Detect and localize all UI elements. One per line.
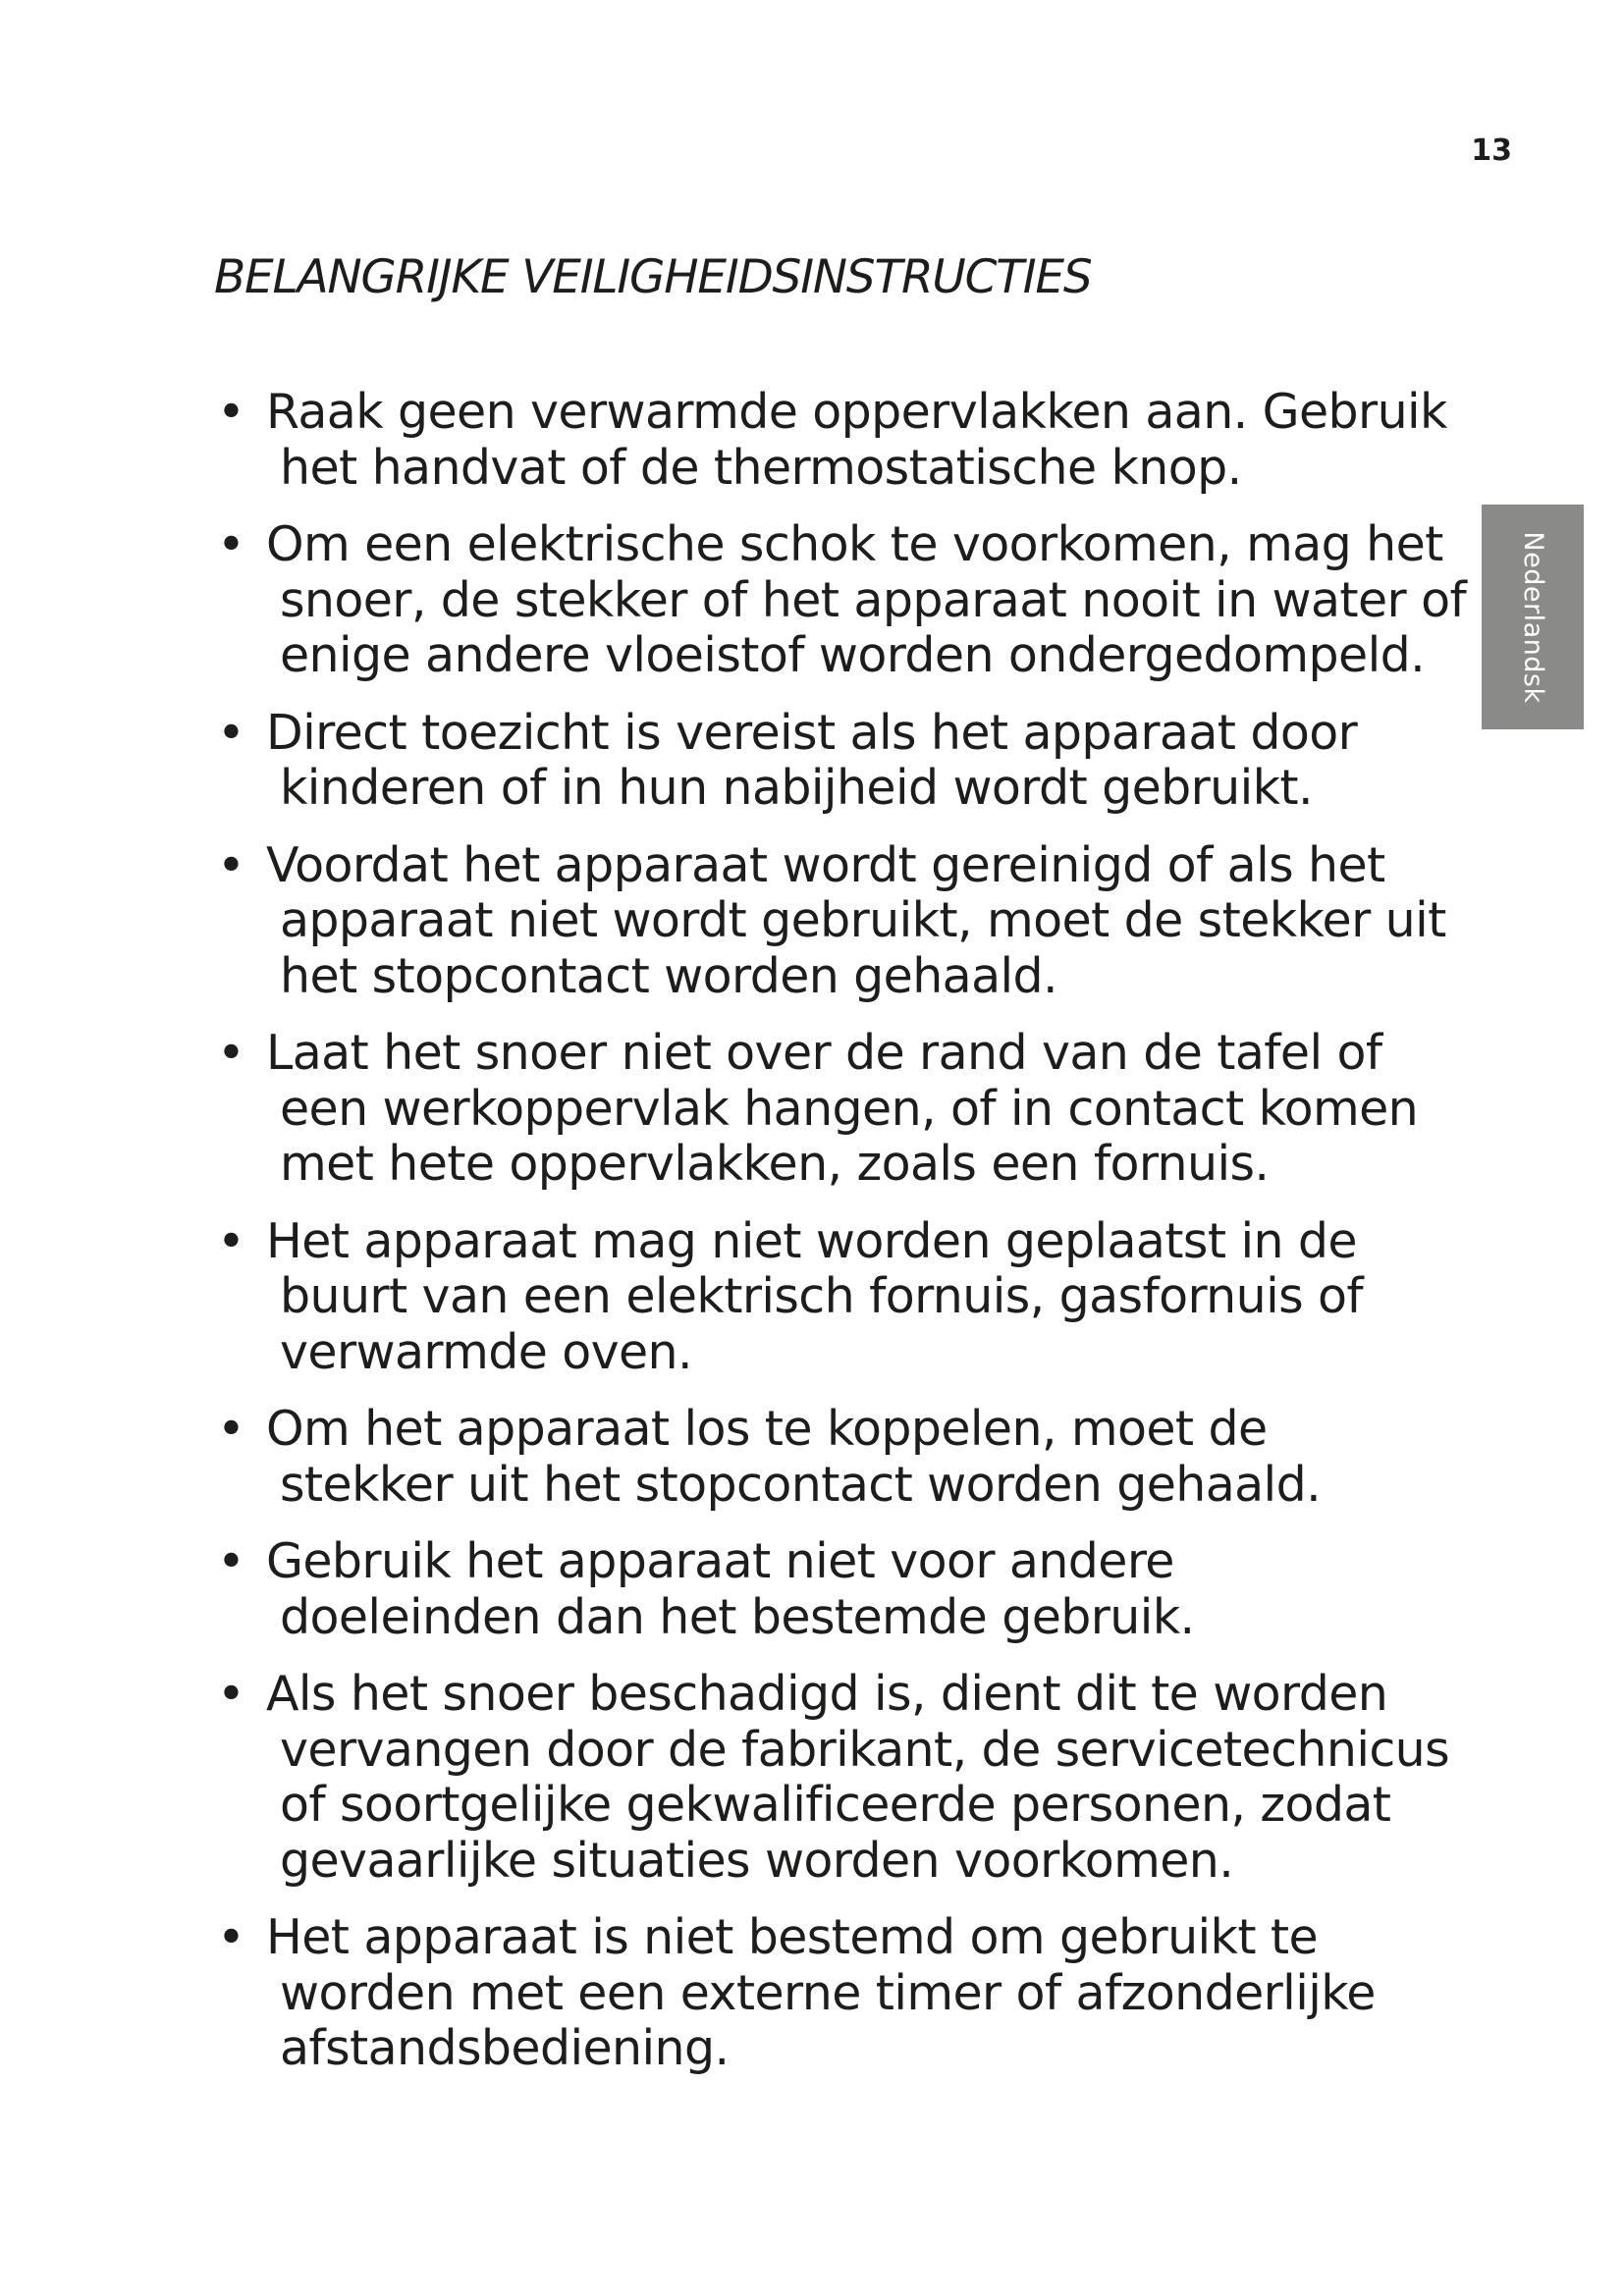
instruction-line: een werkoppervlak hangen, of in contact komen <box>280 1080 1419 1137</box>
instruction-line: Als het snoer beschadigd is, dient dit te worden <box>266 1666 1388 1722</box>
instruction-line: Voordat het apparaat wordt gereinigd of als het <box>266 836 1385 893</box>
instruction-line: Het apparaat is niet bestemd om gebruikt te <box>266 1909 1319 1965</box>
language-tab-label: Nederlandsk <box>1518 530 1548 704</box>
instruction-line: verwarmde oven. <box>280 1323 692 1380</box>
bullet-icon: • <box>217 384 245 440</box>
instruction-line: Direct toezicht is vereist als het apparaat door <box>266 704 1358 761</box>
instruction-line: Om een elektrische schok te voorkomen, mag het <box>266 516 1443 572</box>
instruction-line: Laat het snoer niet over de rand van de tafel of <box>266 1025 1382 1081</box>
language-tab <box>1482 505 1584 729</box>
instruction-item <box>209 385 1486 496</box>
instruction-item <box>209 1214 1486 1381</box>
instruction-item <box>209 838 1486 1005</box>
instruction-line: apparaat niet wordt gebruikt, moet de stekker uit <box>280 892 1446 948</box>
instruction-line: afstandsbediening. <box>280 2020 730 2076</box>
bullet-icon: • <box>217 1212 245 1269</box>
bullet-icon: • <box>217 1533 245 1589</box>
instruction-line: het handvat of de thermostatische knop. <box>280 439 1242 496</box>
bullet-icon: • <box>217 1666 245 1722</box>
instruction-item <box>209 1667 1486 1889</box>
instruction-line: doeleinden dan het bestemde gebruik. <box>280 1588 1195 1645</box>
instruction-line: Het apparaat mag niet worden geplaatst in de <box>266 1212 1357 1269</box>
page-number: 13 <box>1471 133 1512 168</box>
instruction-item <box>209 706 1486 817</box>
instruction-item <box>209 517 1486 684</box>
instruction-item <box>209 1534 1486 1645</box>
bullet-icon: • <box>217 516 245 572</box>
instruction-line: gevaarlijke situaties worden voorkomen. <box>280 1832 1234 1889</box>
instruction-line: Gebruik het apparaat niet voor andere <box>266 1533 1174 1589</box>
instruction-line: worden met een externe timer of afzonderlijke <box>280 1964 1376 2021</box>
instruction-line: enige andere vloeistof worden ondergedompeld. <box>280 627 1426 683</box>
instruction-line: Om het apparaat los te koppelen, moet de <box>266 1401 1268 1457</box>
bullet-icon: • <box>217 1909 245 1965</box>
instruction-item <box>209 1026 1486 1193</box>
bullet-icon: • <box>217 704 245 761</box>
instruction-item <box>209 1910 1486 2077</box>
bullet-icon: • <box>217 1401 245 1457</box>
instruction-line: stekker uit het stopcontact worden gehaald. <box>280 1456 1322 1513</box>
instruction-line: snoer, de stekker of het apparaat nooit in water of <box>280 571 1467 628</box>
bullet-icon: • <box>217 1025 245 1081</box>
instruction-line: buurt van een elektrisch fornuis, gasfornuis of <box>280 1268 1364 1324</box>
instruction-list <box>209 385 1486 2099</box>
instruction-item <box>209 1402 1486 1513</box>
instruction-line: het stopcontact worden gehaald. <box>280 947 1058 1004</box>
instruction-line: kinderen of in hun nabijheid wordt gebruikt. <box>280 760 1314 816</box>
bullet-icon: • <box>217 836 245 893</box>
instruction-line: vervangen door de fabrikant, de servicetechnicus <box>280 1721 1450 1778</box>
instruction-line: of soortgelijke gekwalificeerde personen, zodat <box>280 1777 1391 1833</box>
instruction-line: Raak geen verwarmde oppervlakken aan. Gebruik <box>266 384 1447 440</box>
section-title: BELANGRIJKE VEILIGHEIDSINSTRUCTIES <box>214 250 1092 304</box>
instruction-line: met hete oppervlakken, zoals een fornuis. <box>280 1136 1270 1192</box>
